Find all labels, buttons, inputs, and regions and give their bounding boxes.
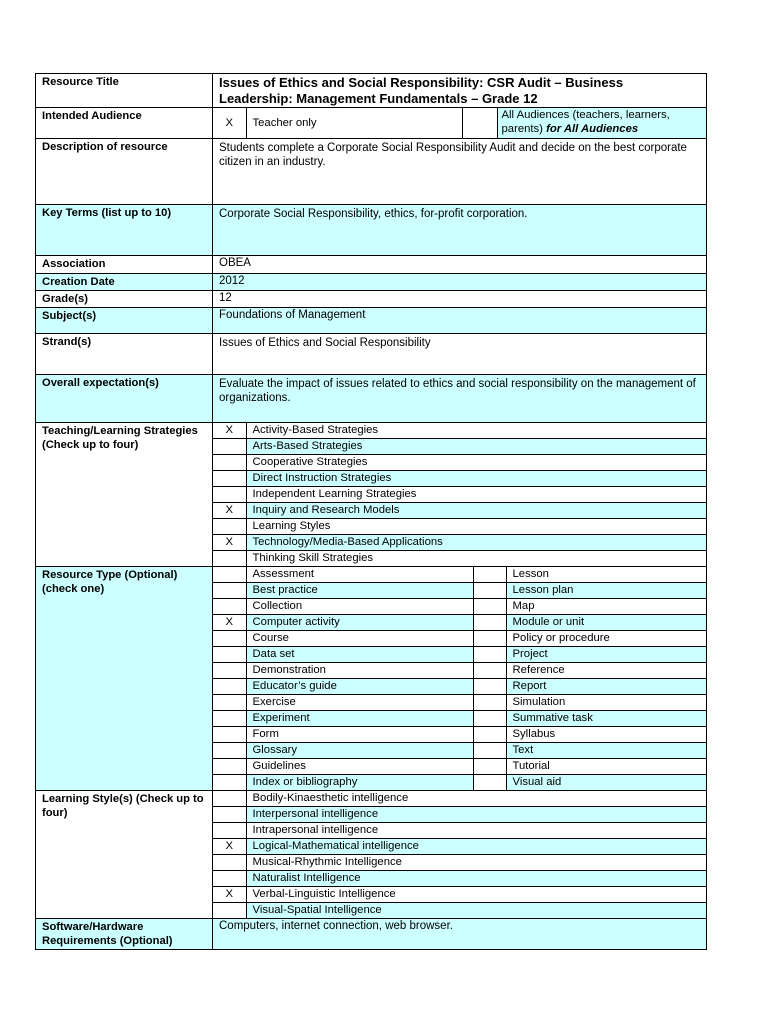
resource-type-option: Assessment xyxy=(246,567,473,583)
teaching-strategy-row xyxy=(213,503,706,519)
teaching-strategy-option: Learning Styles xyxy=(246,519,706,535)
learning-style-checkbox[interactable] xyxy=(213,903,246,919)
resource-type-checkbox[interactable] xyxy=(473,615,506,631)
resource-type-option: Module or unit xyxy=(506,615,706,631)
all-audiences-label: All Audiences (teachers, learners, parents) xyxy=(501,109,670,135)
resource-type-option: Policy or procedure xyxy=(506,631,706,647)
resource-type-row xyxy=(213,695,706,711)
learning-style-option: Visual-Spatial Intelligence xyxy=(246,903,706,919)
resource-type-row xyxy=(213,711,706,727)
intended-audience-label: Intended Audience xyxy=(36,108,213,139)
resource-type-option: Course xyxy=(246,631,473,647)
teaching-strategy-row xyxy=(213,551,706,567)
teaching-strategy-checkbox[interactable]: X xyxy=(213,535,246,551)
teaching-strategy-option: Technology/Media-Based Applications xyxy=(246,535,706,551)
resource-type-checkbox[interactable] xyxy=(213,711,246,727)
resource-type-option: Tutorial xyxy=(506,759,706,775)
learning-style-row xyxy=(213,807,706,823)
learning-style-checkbox[interactable] xyxy=(213,807,246,823)
grades-label: Grade(s) xyxy=(36,291,213,308)
all-audiences-checkbox[interactable] xyxy=(462,108,497,138)
resource-type-checkbox[interactable] xyxy=(213,727,246,743)
resource-title-label: Resource Title xyxy=(36,74,213,108)
resource-type-option: Map xyxy=(506,599,706,615)
subjects-value: Foundations of Management xyxy=(213,308,707,334)
resource-type-row xyxy=(213,615,706,631)
teaching-strategy-option: Independent Learning Strategies xyxy=(246,487,706,503)
resource-type-option: Visual aid xyxy=(506,775,706,791)
resource-type-checkbox[interactable] xyxy=(213,775,246,791)
resource-type-checkbox[interactable] xyxy=(213,599,246,615)
resource-type-checkbox[interactable] xyxy=(473,583,506,599)
all-audiences-emphasis: for All Audiences xyxy=(546,123,639,135)
strands-value: Issues of Ethics and Social Responsibility xyxy=(213,334,707,375)
learning-style-row xyxy=(213,823,706,839)
resource-type-row xyxy=(213,759,706,775)
teaching-strategy-row xyxy=(213,487,706,503)
resource-type-checkbox[interactable] xyxy=(213,631,246,647)
resource-type-row xyxy=(213,599,706,615)
teaching-strategy-checkbox[interactable] xyxy=(213,455,246,471)
teaching-strategy-option: Thinking Skill Strategies xyxy=(246,551,706,567)
teaching-strategy-row xyxy=(213,519,706,535)
all-audiences-option xyxy=(497,108,706,138)
teaching-strategy-checkbox[interactable] xyxy=(213,471,246,487)
learning-style-checkbox[interactable] xyxy=(213,871,246,887)
resource-type-row xyxy=(213,631,706,647)
resource-type-option: Summative task xyxy=(506,711,706,727)
software-hardware-value: Computers, internet connection, web browser. xyxy=(213,919,707,950)
key-terms-value: Corporate Social Responsibility, ethics, for-profit corporation. xyxy=(213,205,707,256)
creation-date-label: Creation Date xyxy=(36,274,213,291)
intended-audience-options xyxy=(213,108,707,139)
learning-style-option: Intrapersonal intelligence xyxy=(246,823,706,839)
resource-type-checkbox[interactable]: X xyxy=(213,615,246,631)
resource-type-option: Glossary xyxy=(246,743,473,759)
grades-value: 12 xyxy=(213,291,707,308)
description-value: Students complete a Corporate Social Responsibility Audit and decide on the best corporate citizen in an industry. xyxy=(213,139,707,205)
teacher-only-checkbox[interactable]: X xyxy=(213,108,246,138)
resource-type-checkbox[interactable] xyxy=(473,759,506,775)
resource-type-checkbox[interactable] xyxy=(213,695,246,711)
resource-type-checkbox[interactable] xyxy=(213,679,246,695)
learning-style-checkbox[interactable]: X xyxy=(213,887,246,903)
resource-table xyxy=(35,73,707,950)
learning-style-option: Verbal-Linguistic Intelligence xyxy=(246,887,706,903)
learning-style-row xyxy=(213,871,706,887)
learning-style-option: Bodily-Kinaesthetic intelligence xyxy=(246,791,706,807)
resource-type-checkbox[interactable] xyxy=(473,775,506,791)
resource-type-option: Lesson xyxy=(506,567,706,583)
teaching-strategy-checkbox[interactable] xyxy=(213,439,246,455)
resource-type-checkbox[interactable] xyxy=(473,663,506,679)
resource-type-checkbox[interactable] xyxy=(213,743,246,759)
resource-type-row xyxy=(213,647,706,663)
learning-style-option: Musical-Rhythmic Intelligence xyxy=(246,855,706,871)
key-terms-label: Key Terms (list up to 10) xyxy=(36,205,213,256)
learning-style-option: Interpersonal intelligence xyxy=(246,807,706,823)
resource-form xyxy=(35,73,706,950)
resource-type-option: Lesson plan xyxy=(506,583,706,599)
overall-expectations-label: Overall expectation(s) xyxy=(36,375,213,423)
learning-style-row xyxy=(213,903,706,919)
teaching-strategy-row xyxy=(213,455,706,471)
association-label: Association xyxy=(36,256,213,274)
resource-type-option: Reference xyxy=(506,663,706,679)
learning-style-checkbox[interactable] xyxy=(213,791,246,807)
learning-styles-list xyxy=(213,791,707,919)
resource-type-row xyxy=(213,679,706,695)
resource-type-option: Best practice xyxy=(246,583,473,599)
teaching-strategy-checkbox[interactable] xyxy=(213,519,246,535)
resource-type-option: Index or bibliography xyxy=(246,775,473,791)
resource-type-checkbox[interactable] xyxy=(213,583,246,599)
resource-type-option: Project xyxy=(506,647,706,663)
teaching-strategy-checkbox[interactable]: X xyxy=(213,503,246,519)
resource-type-list xyxy=(213,567,707,791)
teaching-strategies-list xyxy=(213,423,707,567)
resource-type-label: Resource Type (Optional) (check one) xyxy=(36,567,213,791)
learning-style-row xyxy=(213,839,706,855)
strands-label: Strand(s) xyxy=(36,334,213,375)
teaching-strategy-checkbox[interactable] xyxy=(213,551,246,567)
resource-type-row xyxy=(213,567,706,583)
resource-type-option: Guidelines xyxy=(246,759,473,775)
subjects-label: Subject(s) xyxy=(36,308,213,334)
resource-type-option: Exercise xyxy=(246,695,473,711)
association-value: OBEA xyxy=(213,256,707,274)
teaching-strategy-option: Activity-Based Strategies xyxy=(246,423,706,439)
resource-type-option: Syllabus xyxy=(506,727,706,743)
teaching-strategy-option: Direct Instruction Strategies xyxy=(246,471,706,487)
learning-style-row xyxy=(213,791,706,807)
resource-type-checkbox[interactable] xyxy=(473,695,506,711)
description-label: Description of resource xyxy=(36,139,213,205)
resource-type-checkbox[interactable] xyxy=(213,647,246,663)
software-hardware-label: Software/Hardware Requirements (Optional) xyxy=(36,919,213,950)
teaching-strategy-row xyxy=(213,535,706,551)
resource-type-checkbox[interactable] xyxy=(213,567,246,583)
resource-type-row xyxy=(213,663,706,679)
teaching-strategy-option: Cooperative Strategies xyxy=(246,455,706,471)
teaching-strategy-option: Inquiry and Research Models xyxy=(246,503,706,519)
resource-type-row xyxy=(213,583,706,599)
resource-type-checkbox[interactable] xyxy=(473,567,506,583)
resource-type-checkbox[interactable] xyxy=(473,727,506,743)
resource-type-option: Collection xyxy=(246,599,473,615)
creation-date-value: 2012 xyxy=(213,274,707,291)
resource-type-checkbox[interactable] xyxy=(473,599,506,615)
resource-type-option: Simulation xyxy=(506,695,706,711)
resource-type-checkbox[interactable] xyxy=(473,631,506,647)
resource-type-option: Educator’s guide xyxy=(246,679,473,695)
overall-expectations-value: Evaluate the impact of issues related to ethics and social responsibility on the management of organizations. xyxy=(213,375,707,423)
resource-type-checkbox[interactable] xyxy=(213,759,246,775)
teaching-strategy-row xyxy=(213,471,706,487)
resource-type-checkbox[interactable] xyxy=(473,711,506,727)
learning-style-checkbox[interactable] xyxy=(213,855,246,871)
resource-type-checkbox[interactable] xyxy=(213,663,246,679)
resource-type-option: Experiment xyxy=(246,711,473,727)
resource-type-checkbox[interactable] xyxy=(473,647,506,663)
teaching-strategy-checkbox[interactable] xyxy=(213,487,246,503)
learning-styles-label: Learning Style(s) (Check up to four) xyxy=(36,791,213,919)
learning-style-row xyxy=(213,855,706,871)
resource-type-row xyxy=(213,775,706,791)
resource-type-option: Demonstration xyxy=(246,663,473,679)
learning-style-option: Naturalist Intelligence xyxy=(246,871,706,887)
learning-style-row xyxy=(213,887,706,903)
resource-type-option: Computer activity xyxy=(246,615,473,631)
teaching-strategy-option: Arts-Based Strategies xyxy=(246,439,706,455)
learning-style-checkbox[interactable] xyxy=(213,823,246,839)
resource-title-value: Issues of Ethics and Social Responsibility: CSR Audit – Business Leadership: Management Fundamentals – Grade 12 xyxy=(213,74,707,108)
teaching-strategy-row xyxy=(213,439,706,455)
learning-style-option: Logical-Mathematical intelligence xyxy=(246,839,706,855)
resource-type-checkbox[interactable] xyxy=(473,679,506,695)
resource-type-row xyxy=(213,743,706,759)
resource-type-row xyxy=(213,727,706,743)
resource-type-option: Form xyxy=(246,727,473,743)
teaching-strategy-checkbox[interactable]: X xyxy=(213,423,246,439)
resource-type-checkbox[interactable] xyxy=(473,743,506,759)
learning-style-checkbox[interactable]: X xyxy=(213,839,246,855)
resource-type-option: Text xyxy=(506,743,706,759)
resource-type-option: Report xyxy=(506,679,706,695)
teaching-strategies-label: Teaching/Learning Strategies (Check up to four) xyxy=(36,423,213,567)
teacher-only-label: Teacher only xyxy=(246,108,462,138)
teaching-strategy-row xyxy=(213,423,706,439)
resource-type-option: Data set xyxy=(246,647,473,663)
